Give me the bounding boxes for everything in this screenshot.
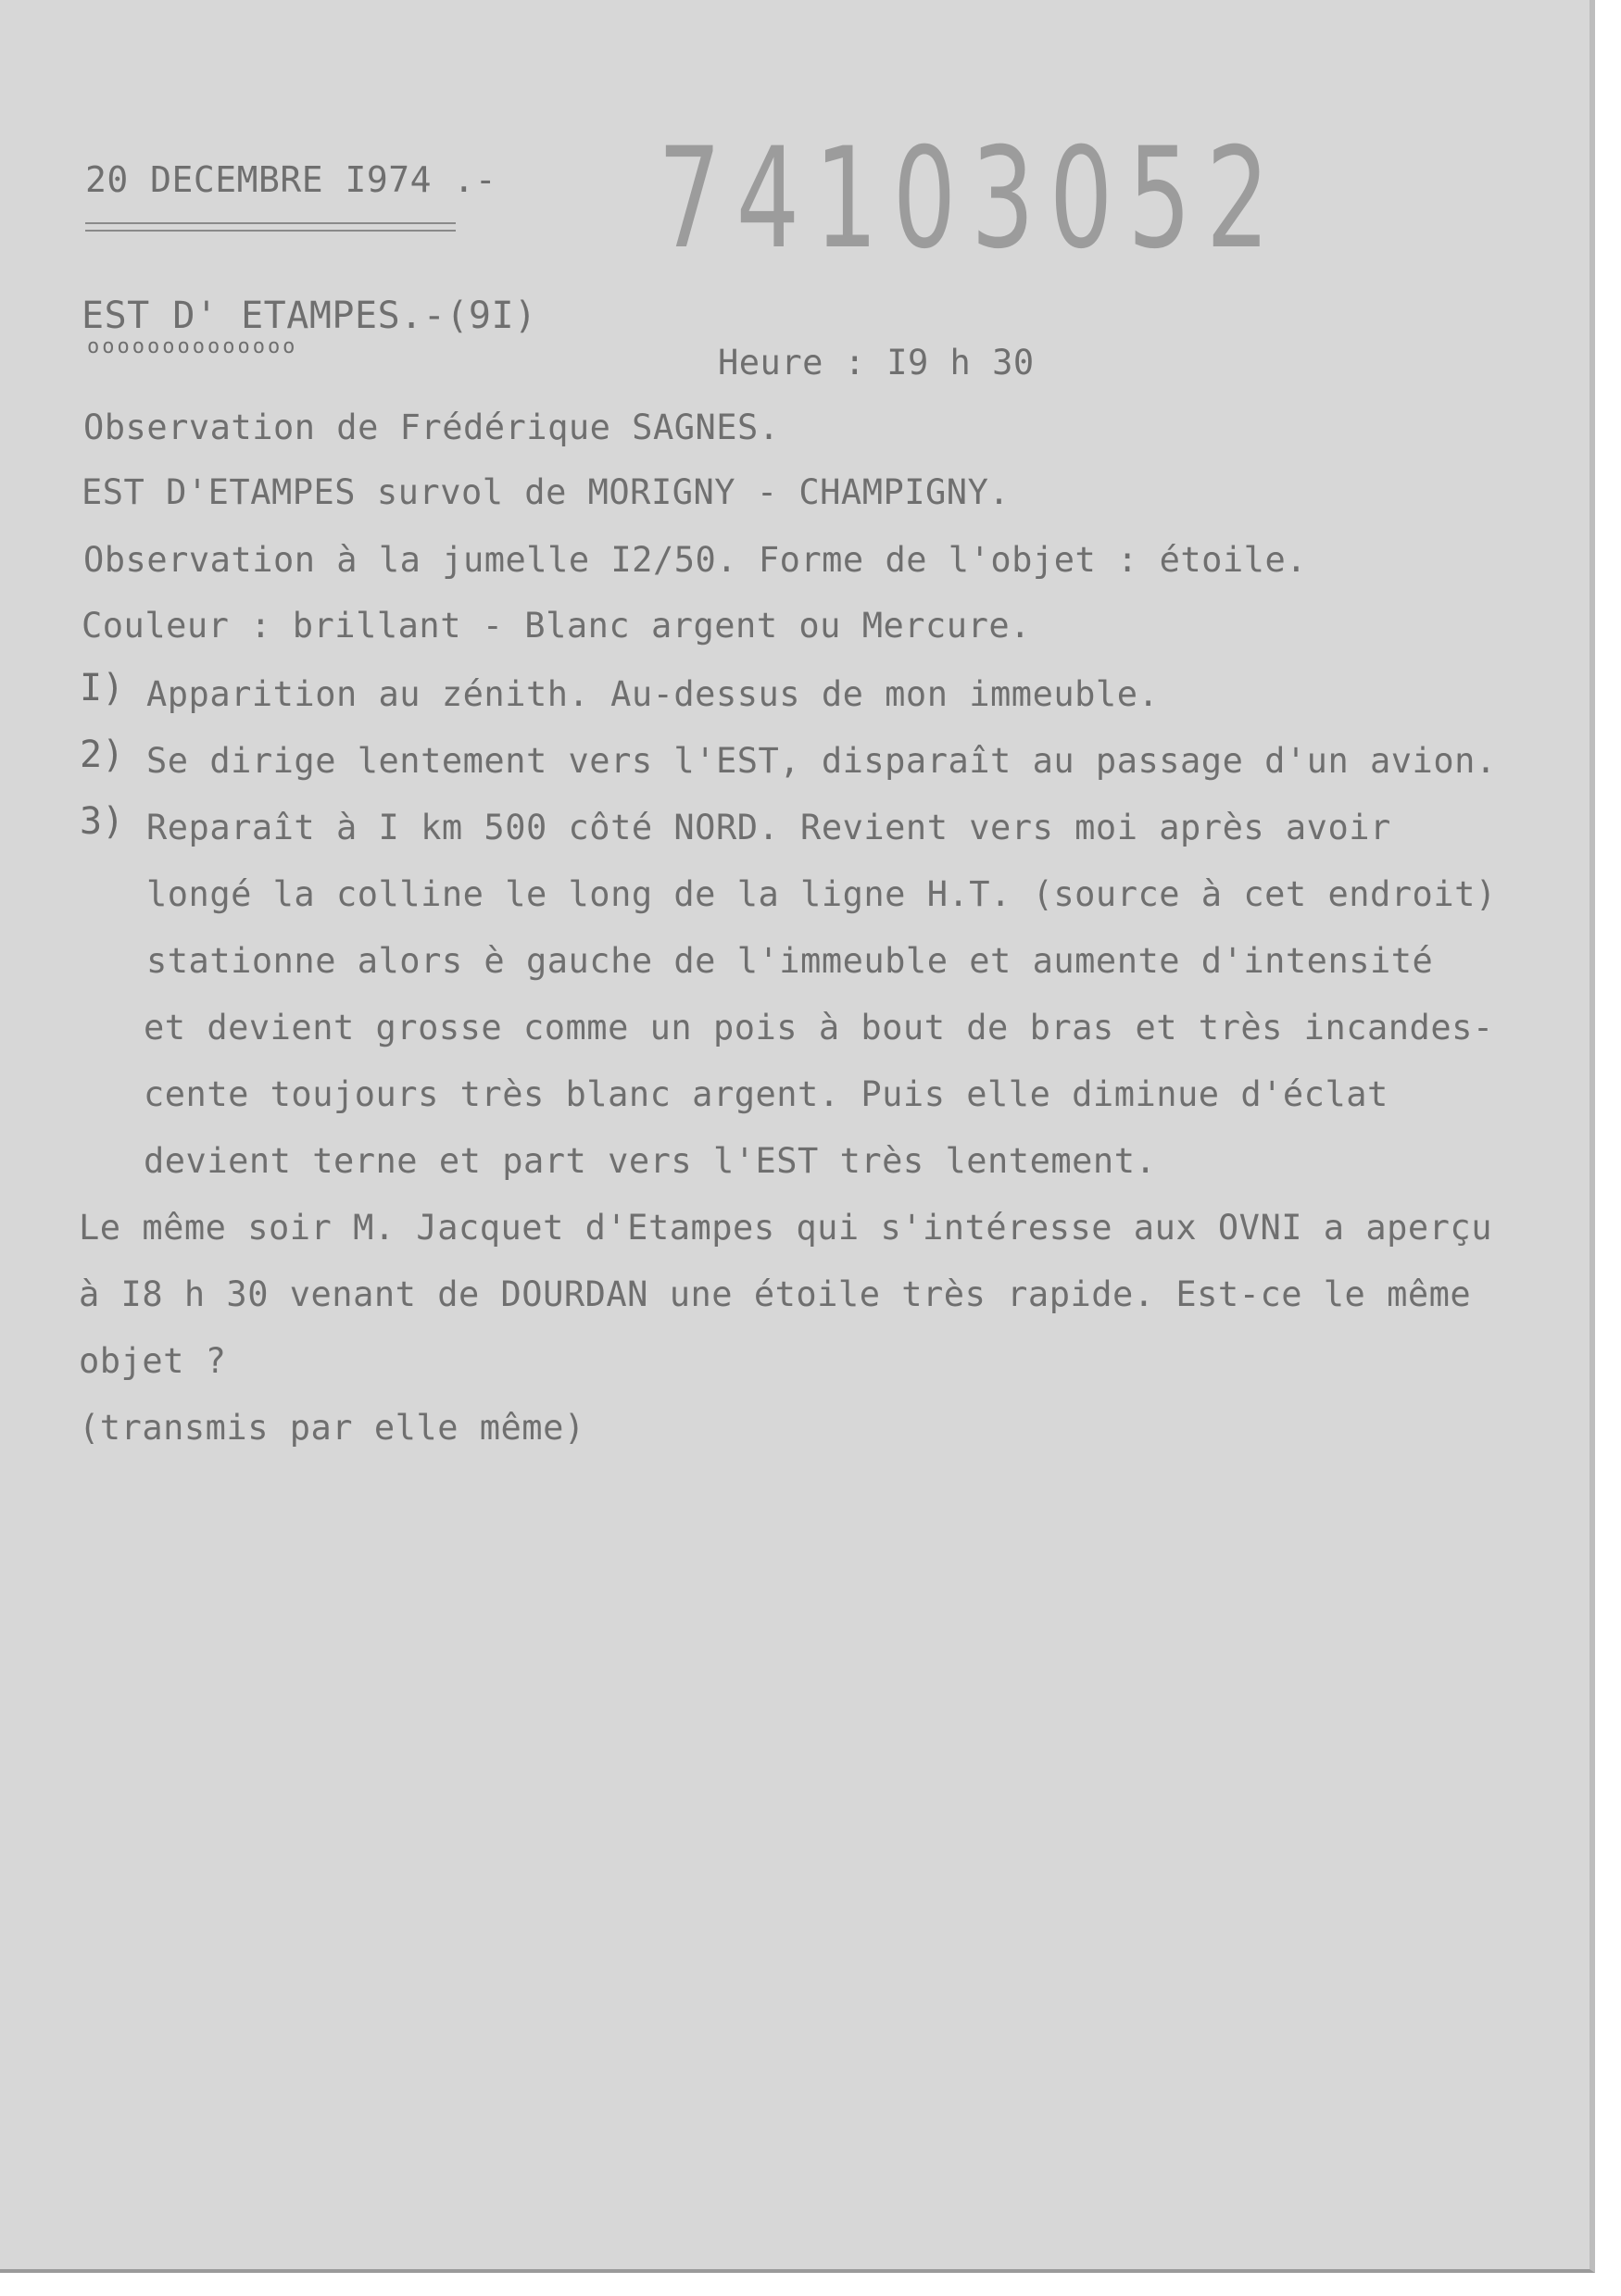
item-number: 2)	[80, 734, 125, 776]
closing-line: (transmis par elle même)	[79, 1408, 585, 1448]
item-line: devient terne et part vers l'EST très lentement.	[144, 1141, 1157, 1181]
item-line: et devient grosse comme un pois à bout de bras et très incandes-	[144, 1008, 1494, 1048]
location-heading: EST D' ETAMPES.-(9I)	[82, 295, 537, 337]
item-number: I)	[80, 667, 125, 709]
item-line: Apparition au zénith. Au-dessus de mon immeuble.	[146, 674, 1160, 714]
reference-number-stamp: 74103052	[658, 119, 1285, 280]
item-number: 3)	[80, 800, 125, 843]
report-date: 20 DECEMBRE I974 .-	[85, 159, 497, 200]
color-line: Couleur : brillant - Blanc argent ou Mercure.	[82, 606, 1031, 646]
observer-line: Observation de Frédérique SAGNES.	[83, 408, 780, 447]
closing-line: à I8 h 30 venant de DOURDAN une étoile très rapide. Est-ce le même	[79, 1274, 1472, 1314]
item-line: longé la colline le long de la ligne H.T. (source à cet endroit)	[146, 874, 1497, 914]
item-line: cente toujours très blanc argent. Puis elle diminue d'éclat	[144, 1074, 1389, 1114]
item-line: stationne alors è gauche de l'immeuble et aumente d'intensité	[146, 941, 1434, 981]
location-underline: oooooooooooooo	[87, 335, 298, 358]
date-underline	[85, 222, 456, 232]
place-line: EST D'ETAMPES survol de MORIGNY - CHAMPIGNY.	[82, 472, 1011, 512]
item-line: Se dirige lentement vers l'EST, disparaît au passage d'un avion.	[146, 741, 1497, 781]
closing-line: objet ?	[79, 1341, 227, 1381]
item-line: Reparaît à I km 500 côté NORD. Revient vers moi après avoir	[146, 808, 1391, 847]
instrument-line: Observation à la jumelle I2/50. Forme de l'objet : étoile.	[83, 540, 1308, 580]
observation-time: Heure : I9 h 30	[718, 343, 1035, 383]
closing-line: Le même soir M. Jacquet d'Etampes qui s'intéresse aux OVNI a aperçu	[79, 1208, 1492, 1248]
